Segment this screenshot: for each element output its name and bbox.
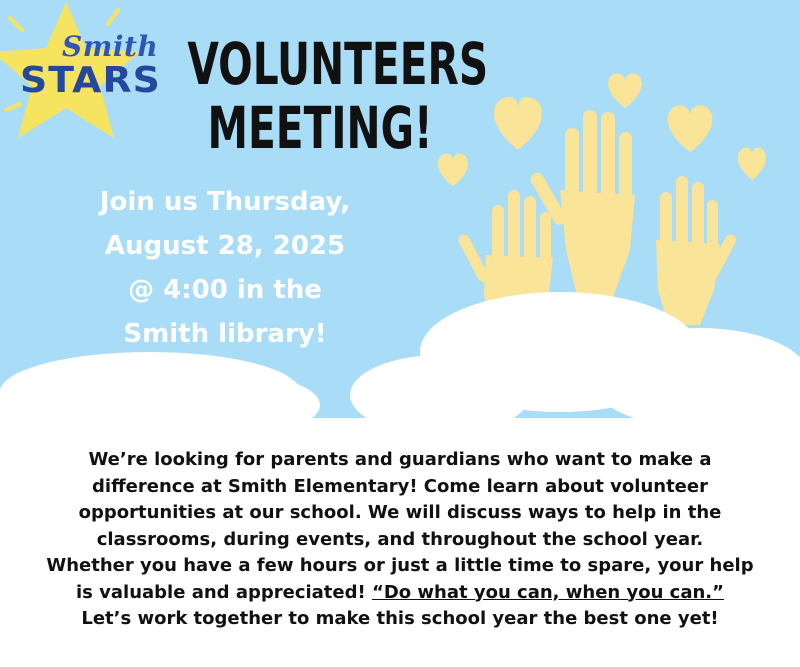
description-line-1: We’re looking for parents and guardians who want to make a [88, 449, 712, 470]
title-line-1: VOLUNTEERS [187, 30, 489, 98]
page-title [187, 30, 489, 162]
heart-icon [494, 97, 542, 150]
details-line-3: @ 4:00 in the [128, 275, 322, 305]
smith-stars-logo [0, 0, 170, 150]
description-line-6-text: is valuable and appreciated! [76, 581, 372, 603]
details-line-2: August 28, 2025 [104, 231, 346, 261]
details-line-4: Smith library! [123, 319, 327, 349]
meeting-details [60, 180, 390, 356]
description-line-2: difference at Smith Elementary! Come learn about volunteer [92, 475, 708, 497]
description-paragraph [12, 447, 788, 633]
heart-icon [668, 105, 713, 152]
title-line-2: MEETING! [207, 94, 433, 162]
description-line-4: classrooms, during events, and throughout the school year. [96, 528, 704, 550]
description-line-6 [12, 580, 788, 607]
details-line-1: Join us Thursday, [99, 187, 351, 217]
motto-quote: “Do what you can, when you can.” [371, 581, 724, 603]
logo-smith-text: Smith [62, 30, 159, 63]
description-line-5: Whether you have a few hours or just a little time to spare, your help [46, 555, 754, 576]
heart-icon [608, 74, 642, 108]
description-line-3: opportunities at our school. We will discuss ways to help in the [78, 502, 722, 523]
description-line-7: Let’s work together to make this school year the best one yet! [81, 608, 719, 629]
heart-icon [738, 148, 766, 180]
logo-stars-text: STARS [20, 60, 161, 101]
